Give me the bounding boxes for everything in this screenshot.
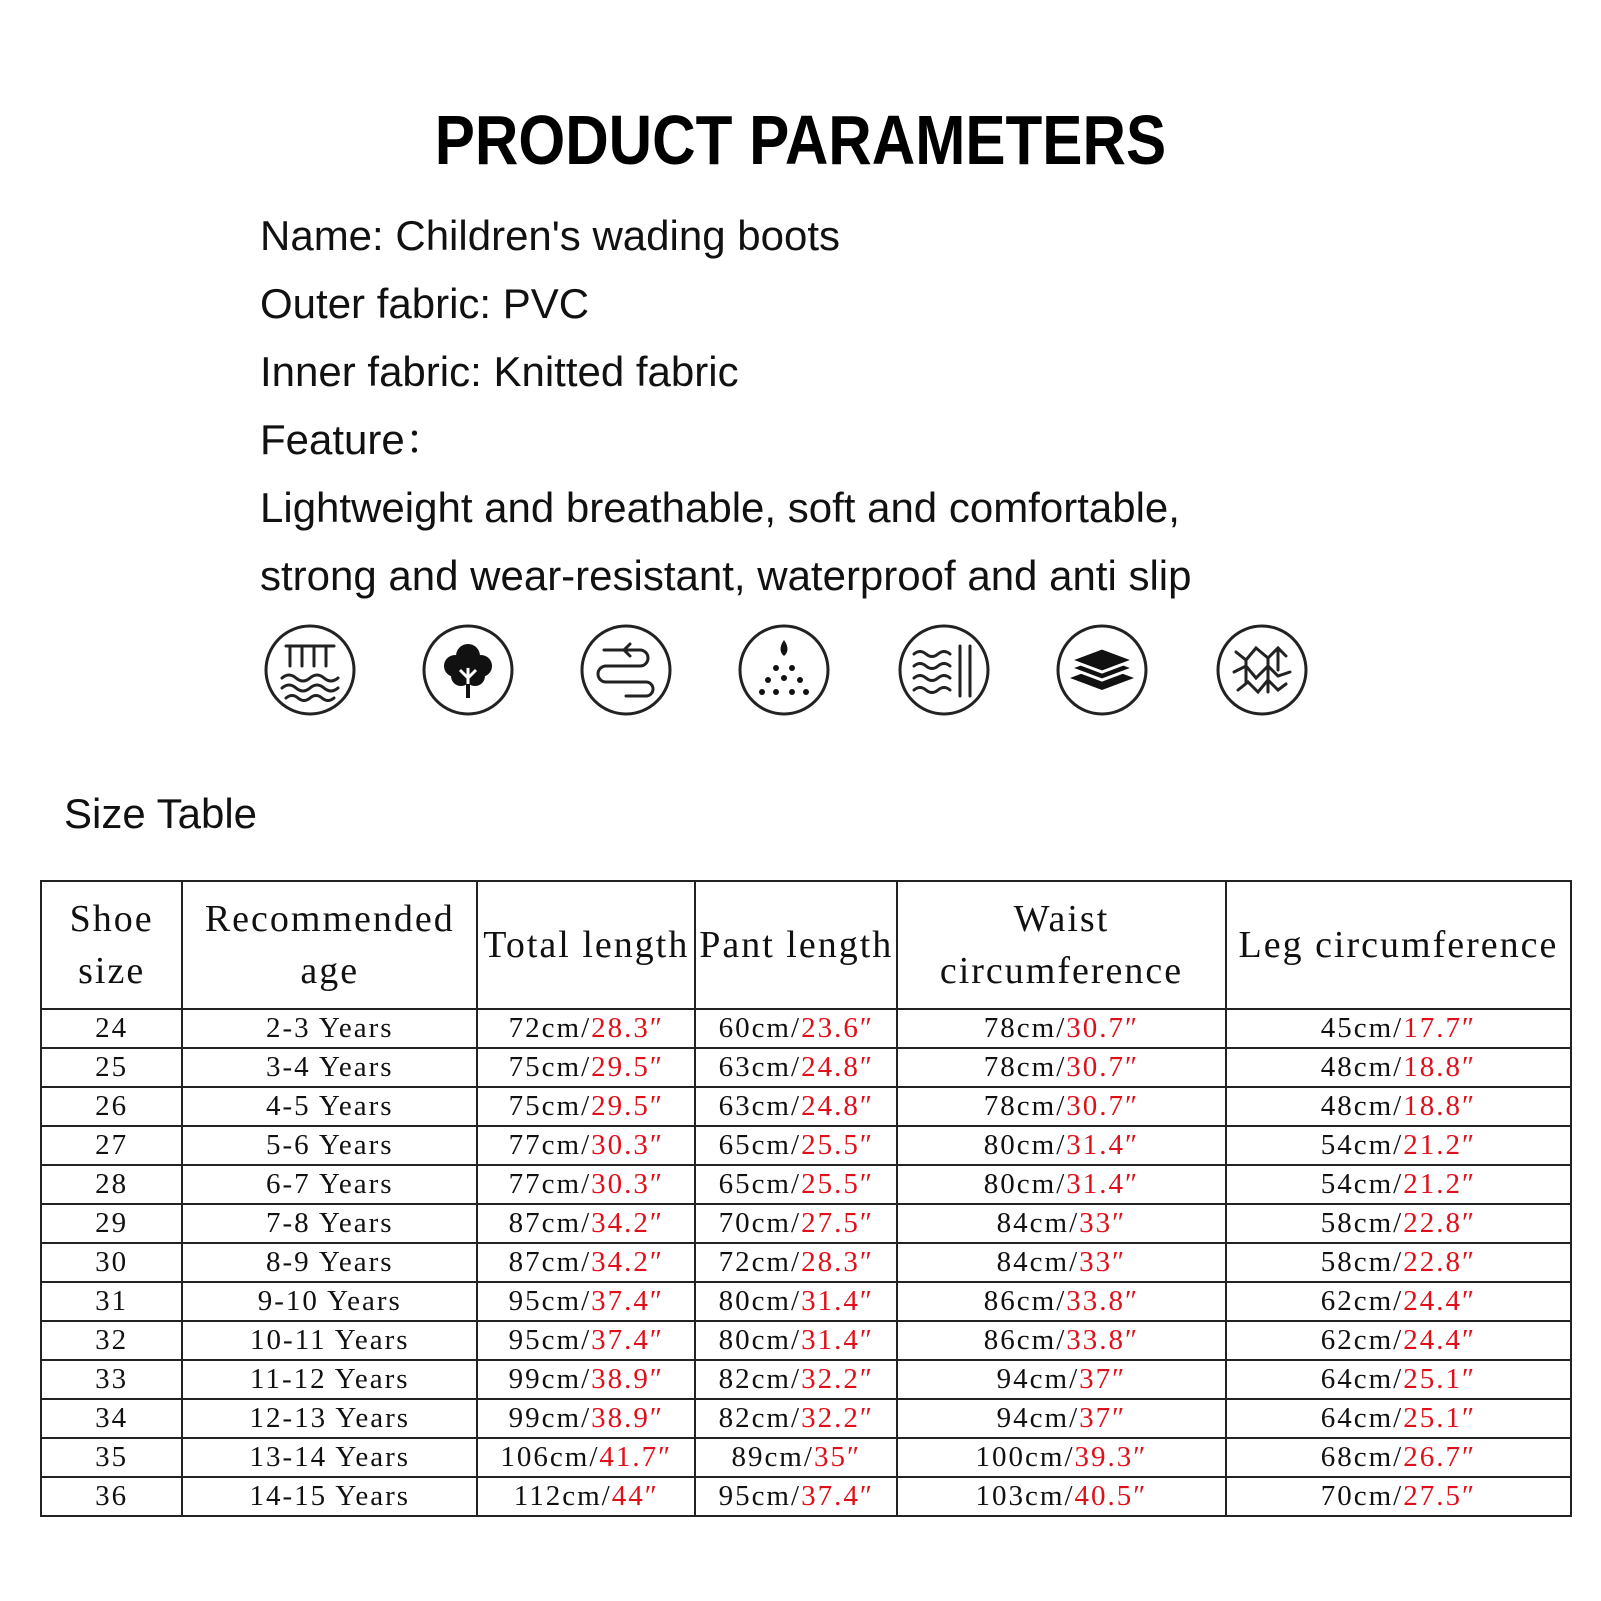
cell-pant-length	[695, 1477, 897, 1516]
cell-total-length	[477, 1282, 695, 1321]
cm-value: 86cm/	[983, 1285, 1067, 1317]
cm-value: 82cm/	[718, 1402, 802, 1434]
table-row	[41, 1048, 1571, 1087]
table-row	[41, 1126, 1571, 1165]
cell-total-length	[477, 1477, 695, 1516]
product-parameters	[260, 202, 1192, 610]
cm-value: 65cm/	[718, 1168, 802, 1200]
inch-value: 21.2″	[1403, 1129, 1477, 1161]
water-drain-icon	[262, 622, 358, 718]
inch-value: 23.6″	[801, 1012, 874, 1044]
table-row	[41, 1009, 1571, 1048]
param-inner-fabric: Inner fabric: Knitted fabric	[260, 348, 739, 395]
inch-value: 37.4″	[591, 1324, 664, 1356]
cell-waist	[897, 1360, 1226, 1399]
cell-waist	[897, 1243, 1226, 1282]
size-table-header-row	[41, 881, 1571, 1009]
cell-shoe-size: 36	[41, 1477, 182, 1516]
cm-value: 72cm/	[508, 1012, 592, 1044]
inch-value: 33.8″	[1066, 1285, 1140, 1317]
cell-shoe-size: 34	[41, 1399, 182, 1438]
inch-value: 31.4″	[801, 1324, 874, 1356]
cell-leg	[1226, 1477, 1571, 1516]
cm-value: 78cm/	[983, 1051, 1067, 1083]
cell-pant-length	[695, 1399, 897, 1438]
cm-value: 62cm/	[1320, 1285, 1404, 1317]
cell-shoe-size: 33	[41, 1360, 182, 1399]
cell-recommended-age: 2-3 Years	[182, 1009, 477, 1048]
table-row	[41, 1165, 1571, 1204]
cm-value: 70cm/	[718, 1207, 802, 1239]
inch-value: 37″	[1079, 1363, 1127, 1395]
cell-pant-length	[695, 1087, 897, 1126]
cm-value: 75cm/	[508, 1051, 592, 1083]
cm-value: 77cm/	[508, 1129, 592, 1161]
inch-value: 39.3″	[1074, 1441, 1148, 1473]
anti-slip-texture-icon	[1214, 622, 1310, 718]
cell-waist	[897, 1126, 1226, 1165]
inch-value: 31.4″	[1066, 1168, 1140, 1200]
cell-recommended-age: 4-5 Years	[182, 1087, 477, 1126]
cm-value: 94cm/	[996, 1363, 1080, 1395]
inch-value: 25.1″	[1403, 1363, 1477, 1395]
cell-shoe-size: 27	[41, 1126, 182, 1165]
cell-total-length	[477, 1087, 695, 1126]
cell-shoe-size: 29	[41, 1204, 182, 1243]
cell-pant-length	[695, 1165, 897, 1204]
cell-waist	[897, 1438, 1226, 1477]
inch-value: 30.7″	[1066, 1090, 1140, 1122]
cell-recommended-age: 6-7 Years	[182, 1165, 477, 1204]
cm-value: 94cm/	[996, 1402, 1080, 1434]
inch-value: 44″	[611, 1480, 659, 1512]
cell-shoe-size: 25	[41, 1048, 182, 1087]
param-feature-label: Feature：	[260, 416, 447, 463]
breathable-waves-icon	[896, 622, 992, 718]
cm-value: 106cm/	[500, 1441, 600, 1473]
cell-pant-length	[695, 1243, 897, 1282]
inch-value: 22.8″	[1403, 1246, 1477, 1278]
cell-pant-length	[695, 1048, 897, 1087]
cell-waist	[897, 1282, 1226, 1321]
header-recommended-age: Recommended age	[182, 881, 477, 1009]
feature-icons	[262, 622, 1352, 722]
cell-pant-length	[695, 1321, 897, 1360]
cell-recommended-age: 9-10 Years	[182, 1282, 477, 1321]
inch-value: 28.3″	[801, 1246, 874, 1278]
cell-waist	[897, 1087, 1226, 1126]
inch-value: 37.4″	[801, 1480, 874, 1512]
cell-recommended-age: 7-8 Years	[182, 1204, 477, 1243]
cell-leg	[1226, 1360, 1571, 1399]
inch-value: 34.2″	[591, 1207, 664, 1239]
cell-leg	[1226, 1438, 1571, 1477]
inch-value: 30.7″	[1066, 1012, 1140, 1044]
inch-value: 31.4″	[1066, 1129, 1140, 1161]
cm-value: 48cm/	[1320, 1051, 1404, 1083]
cell-waist	[897, 1321, 1226, 1360]
inch-value: 18.8″	[1403, 1090, 1477, 1122]
inch-value: 37.4″	[591, 1285, 664, 1317]
cell-pant-length	[695, 1204, 897, 1243]
cell-recommended-age: 8-9 Years	[182, 1243, 477, 1282]
header-leg-circumference: Leg circumference	[1226, 881, 1571, 1009]
cell-recommended-age: 12-13 Years	[182, 1399, 477, 1438]
cell-pant-length	[695, 1360, 897, 1399]
cell-shoe-size: 32	[41, 1321, 182, 1360]
inch-value: 33.8″	[1066, 1324, 1140, 1356]
cell-waist	[897, 1204, 1226, 1243]
cell-leg	[1226, 1087, 1571, 1126]
cell-leg	[1226, 1399, 1571, 1438]
cm-value: 64cm/	[1320, 1402, 1404, 1434]
cell-pant-length	[695, 1282, 897, 1321]
cm-value: 70cm/	[1320, 1480, 1404, 1512]
header-shoe-size: Shoe size	[41, 881, 182, 1009]
inch-value: 33″	[1079, 1246, 1127, 1278]
inch-value: 33″	[1079, 1207, 1127, 1239]
cell-total-length	[477, 1204, 695, 1243]
cell-recommended-age: 13-14 Years	[182, 1438, 477, 1477]
inch-value: 29.5″	[591, 1051, 664, 1083]
wind-flow-icon	[578, 622, 674, 718]
cell-waist	[897, 1165, 1226, 1204]
inch-value: 21.2″	[1403, 1168, 1477, 1200]
param-feature-line-2: strong and wear-resistant, waterproof and anti slip	[260, 552, 1192, 599]
cell-shoe-size: 31	[41, 1282, 182, 1321]
cm-value: 87cm/	[508, 1207, 592, 1239]
cell-leg	[1226, 1126, 1571, 1165]
cm-value: 80cm/	[718, 1285, 802, 1317]
inch-value: 31.4″	[801, 1285, 874, 1317]
cm-value: 103cm/	[975, 1480, 1075, 1512]
cm-value: 72cm/	[718, 1246, 802, 1278]
cm-value: 112cm/	[513, 1480, 612, 1512]
cm-value: 100cm/	[975, 1441, 1075, 1473]
cell-pant-length	[695, 1009, 897, 1048]
cm-value: 45cm/	[1320, 1012, 1404, 1044]
cell-leg	[1226, 1165, 1571, 1204]
table-row	[41, 1477, 1571, 1516]
cell-leg	[1226, 1009, 1571, 1048]
param-name: Name: Children's wading boots	[260, 212, 840, 259]
cm-value: 99cm/	[508, 1363, 592, 1395]
cm-value: 84cm/	[996, 1207, 1080, 1239]
inch-value: 30.3″	[591, 1168, 664, 1200]
cell-shoe-size: 26	[41, 1087, 182, 1126]
cell-recommended-age: 5-6 Years	[182, 1126, 477, 1165]
cell-total-length	[477, 1438, 695, 1477]
table-row	[41, 1321, 1571, 1360]
cm-value: 86cm/	[983, 1324, 1067, 1356]
cm-value: 89cm/	[731, 1441, 814, 1473]
cotton-plant-icon	[420, 622, 516, 718]
cm-value: 95cm/	[508, 1285, 592, 1317]
cell-pant-length	[695, 1438, 897, 1477]
inch-value: 26.7″	[1403, 1441, 1477, 1473]
cm-value: 58cm/	[1320, 1207, 1404, 1239]
inch-value: 25.1″	[1403, 1402, 1477, 1434]
inch-value: 24.4″	[1403, 1285, 1477, 1317]
cm-value: 54cm/	[1320, 1129, 1404, 1161]
cell-total-length	[477, 1126, 695, 1165]
cell-total-length	[477, 1243, 695, 1282]
inch-value: 28.3″	[591, 1012, 664, 1044]
table-row	[41, 1282, 1571, 1321]
cell-total-length	[477, 1399, 695, 1438]
cell-total-length	[477, 1360, 695, 1399]
cm-value: 99cm/	[508, 1402, 592, 1434]
cm-value: 63cm/	[718, 1051, 802, 1083]
cm-value: 80cm/	[983, 1129, 1067, 1161]
cm-value: 87cm/	[508, 1246, 592, 1278]
cell-shoe-size: 24	[41, 1009, 182, 1048]
inch-value: 32.2″	[801, 1363, 874, 1395]
header-waist-circumference: Waist circumference	[897, 881, 1226, 1009]
table-row	[41, 1360, 1571, 1399]
inch-value: 35″	[813, 1441, 862, 1473]
inch-value: 30.7″	[1066, 1051, 1140, 1083]
inch-value: 24.4″	[1403, 1324, 1477, 1356]
inch-value: 34.2″	[591, 1246, 664, 1278]
moisture-dots-icon	[736, 622, 832, 718]
cm-value: 65cm/	[718, 1129, 802, 1161]
cm-value: 60cm/	[718, 1012, 802, 1044]
inch-value: 37″	[1079, 1402, 1127, 1434]
size-table	[40, 880, 1572, 1517]
cell-recommended-age: 10-11 Years	[182, 1321, 477, 1360]
cell-shoe-size: 28	[41, 1165, 182, 1204]
inch-value: 41.7″	[599, 1441, 673, 1473]
cell-leg	[1226, 1048, 1571, 1087]
cm-value: 64cm/	[1320, 1363, 1404, 1395]
cm-value: 95cm/	[718, 1480, 802, 1512]
header-pant-length: Pant length	[695, 881, 897, 1009]
cell-recommended-age: 14-15 Years	[182, 1477, 477, 1516]
cell-leg	[1226, 1204, 1571, 1243]
cell-leg	[1226, 1243, 1571, 1282]
table-row	[41, 1243, 1571, 1282]
inch-value: 22.8″	[1403, 1207, 1477, 1239]
inch-value: 24.8″	[801, 1051, 874, 1083]
cell-leg	[1226, 1282, 1571, 1321]
cell-recommended-age: 11-12 Years	[182, 1360, 477, 1399]
cell-waist	[897, 1048, 1226, 1087]
cm-value: 84cm/	[996, 1246, 1080, 1278]
cm-value: 75cm/	[508, 1090, 592, 1122]
cm-value: 48cm/	[1320, 1090, 1404, 1122]
cm-value: 63cm/	[718, 1090, 802, 1122]
cm-value: 54cm/	[1320, 1168, 1404, 1200]
inch-value: 25.5″	[801, 1129, 874, 1161]
cell-shoe-size: 35	[41, 1438, 182, 1477]
inch-value: 40.5″	[1074, 1480, 1148, 1512]
inch-value: 30.3″	[591, 1129, 664, 1161]
cell-total-length	[477, 1009, 695, 1048]
cm-value: 68cm/	[1320, 1441, 1404, 1473]
cell-leg	[1226, 1321, 1571, 1360]
table-row	[41, 1204, 1571, 1243]
cell-waist	[897, 1009, 1226, 1048]
table-row	[41, 1399, 1571, 1438]
cm-value: 62cm/	[1320, 1324, 1404, 1356]
inch-value: 18.8″	[1403, 1051, 1477, 1083]
inch-value: 29.5″	[591, 1090, 664, 1122]
header-total-length: Total length	[477, 881, 695, 1009]
cm-value: 95cm/	[508, 1324, 592, 1356]
table-row	[41, 1438, 1571, 1477]
param-outer-fabric: Outer fabric: PVC	[260, 280, 590, 327]
cm-value: 78cm/	[983, 1012, 1067, 1044]
cell-shoe-size: 30	[41, 1243, 182, 1282]
size-table-body	[41, 1009, 1571, 1516]
cm-value: 58cm/	[1320, 1246, 1404, 1278]
cell-waist	[897, 1399, 1226, 1438]
table-row	[41, 1087, 1571, 1126]
cm-value: 80cm/	[983, 1168, 1067, 1200]
inch-value: 25.5″	[801, 1168, 874, 1200]
inch-value: 27.5″	[801, 1207, 874, 1239]
cm-value: 82cm/	[718, 1363, 802, 1395]
cell-total-length	[477, 1321, 695, 1360]
cell-pant-length	[695, 1126, 897, 1165]
inch-value: 24.8″	[801, 1090, 874, 1122]
inch-value: 17.7″	[1403, 1012, 1477, 1044]
cell-waist	[897, 1477, 1226, 1516]
cm-value: 77cm/	[508, 1168, 592, 1200]
inch-value: 38.9″	[591, 1402, 664, 1434]
size-table-title: Size Table	[64, 790, 258, 837]
page-title: PRODUCT PARAMETERS	[434, 101, 1167, 179]
cm-value: 78cm/	[983, 1090, 1067, 1122]
layers-icon	[1054, 622, 1150, 718]
inch-value: 38.9″	[591, 1363, 664, 1395]
cell-recommended-age: 3-4 Years	[182, 1048, 477, 1087]
inch-value: 27.5″	[1403, 1480, 1477, 1512]
cell-total-length	[477, 1048, 695, 1087]
inch-value: 32.2″	[801, 1402, 874, 1434]
param-feature-line-1: Lightweight and breathable, soft and comfortable,	[260, 484, 1180, 531]
cm-value: 80cm/	[718, 1324, 802, 1356]
cell-total-length	[477, 1165, 695, 1204]
